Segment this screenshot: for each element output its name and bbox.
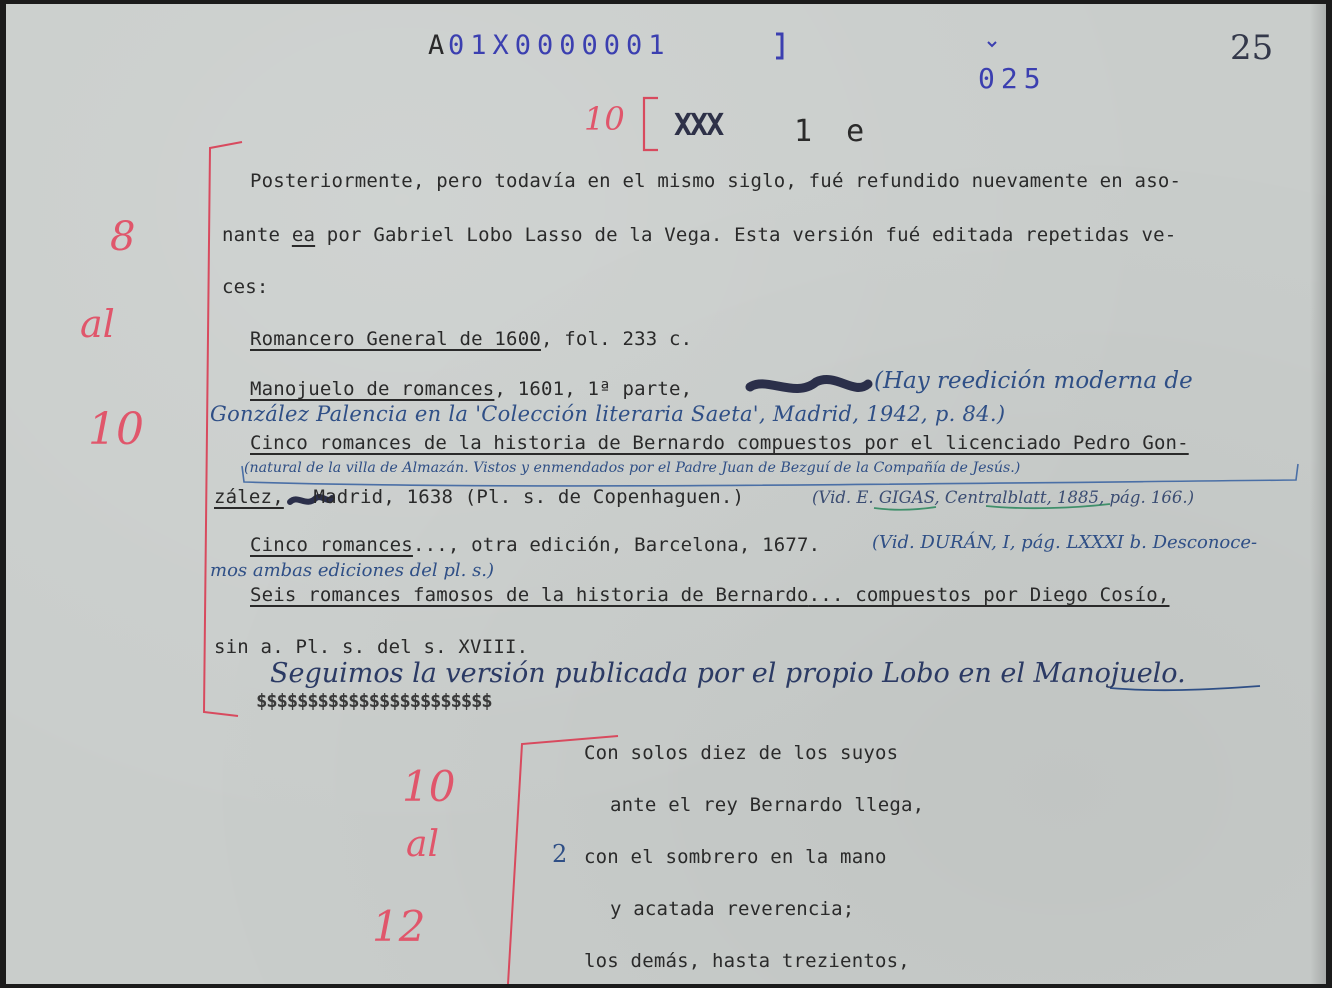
verse-number: 2 (552, 840, 568, 868)
margin-range2-from: 10 (402, 762, 456, 811)
assonance-ea: ea (291, 224, 316, 246)
edition-4: Cinco romances..., otra edición, Barcelona, 1677. (250, 534, 821, 556)
edition-4-title: Cinco romances (250, 534, 413, 556)
margin-range2-sep: al (406, 824, 439, 865)
page-edge-shadow (1310, 4, 1326, 984)
poem-line-2: ante el rey Bernardo llega, (610, 794, 925, 816)
edition-2-title: Manojuelo de romances (250, 378, 495, 400)
margin-range2-to: 12 (372, 902, 426, 951)
scribble-deleted-word (750, 379, 868, 388)
margin-range1-sep: al (80, 302, 115, 346)
ref-red-number: 10 (584, 100, 625, 138)
green-underline-2 (874, 507, 936, 510)
poem-line-1: Con solos diez de los suyos (584, 742, 899, 764)
ref-typed: 1 e (794, 114, 873, 149)
edition-5-line-1: Seis romances famosos de la historia de Bernardo... compuestos por Diego Cosío, (250, 584, 1170, 606)
page-number: 25 (1230, 28, 1274, 68)
poem-line-4: y acatada reverencia; (610, 898, 855, 920)
edition-2-note-line-1: (Hay reedición moderna de (874, 368, 1193, 394)
edition-3-insert: (natural de la villa de Almazán. Vistos y enmendados por el Padre Juan de Bezguí de la Compañía de Jesús.) (244, 460, 1021, 476)
red-bracket-ref (644, 98, 658, 150)
stamp-code: 01X0000001 (448, 30, 671, 61)
edition-5-line-2: sin a. Pl. s. del s. XVIII. (214, 636, 529, 658)
paragraph-line-1: Posteriormente, pero todavía en el mismo siglo, fué refundido nuevamente en aso- (250, 170, 1182, 192)
follow-version-note: Seguimos la versión publicada por el propio Lobo en el Manojuelo. (270, 658, 1186, 689)
stamp-prefix: A (428, 30, 445, 61)
edition-1-title: Romancero General de 1600 (250, 328, 541, 350)
paragraph-line-2: nante ea por Gabriel Lobo Lasso de la Vega. Esta versión fué editada repetidas ve- (222, 224, 1177, 246)
edition-4-note-line-1: (Vid. DURÁN, I, pág. LXXXI b. Desconoce- (872, 532, 1258, 553)
edition-3-line-2: zález, Madrid, 1638 (Pl. s. de Copenhaguen.) (214, 486, 745, 508)
edition-2: Manojuelo de romances, 1601, 1ª parte, (250, 378, 693, 400)
document-page (6, 4, 1326, 984)
margin-range1-from: 8 (110, 214, 136, 260)
edition-5-title: Seis romances famosos de la historia de Bernardo (250, 584, 809, 606)
paragraph-line-3: ces: (222, 276, 269, 298)
edition-1: Romancero General de 1600, fol. 233 c. (250, 328, 693, 350)
poem-line-5: los demás, hasta trezientos, (584, 950, 910, 972)
ref-overstrike: XXX (674, 108, 723, 143)
edition-3-note: (Vid. E. GIGAS, Centralblatt, 1885, pág. 166.) (812, 488, 1195, 507)
margin-range1-to: 10 (88, 404, 144, 455)
edition-4-note-line-2: mos ambas ediciones del pl. s.) (210, 560, 495, 581)
stamp-bracket-mark (776, 34, 782, 58)
struck-out-text: $$$$$$$$$$$$$$$$$$$$$$$ (256, 690, 492, 712)
edition-2-note-line-2: González Palencia en la 'Colección literaria Saeta', Madrid, 1942, p. 84.) (210, 402, 1006, 426)
poem-line-3: con el sombrero en la mano (584, 846, 887, 868)
edition-3-line-1: Cinco romances de la historia de Bernardo compuestos por el licenciado Pedro Gon- (250, 432, 1189, 454)
stamp-tick (988, 42, 996, 46)
stamp-number: 025 (978, 62, 1047, 95)
